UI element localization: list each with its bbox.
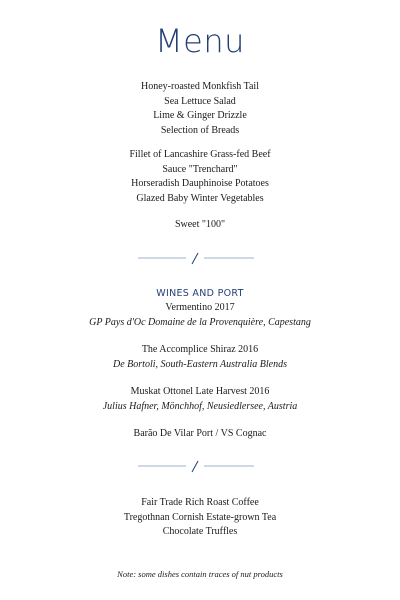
menu-item: Chocolate Truffles <box>162 526 238 537</box>
note-text: Note: some dishes contain traces of nut products <box>117 569 283 579</box>
wine-name: Barão De Vilar Port / VS Cognac <box>133 428 267 439</box>
wine-producer: De Bortoli, South-Eastern Australia Blends <box>113 358 287 370</box>
starter-course <box>0 80 400 138</box>
menu-item: Sauce "Trenchard" <box>162 163 238 175</box>
menu-item: Lime & Ginger Drizzle <box>153 110 247 121</box>
menu-item: Tregothnan Cornish Estate-grown Tea <box>123 511 277 523</box>
section-heading: WINES AND PORT <box>156 288 244 299</box>
wines-section <box>0 287 400 330</box>
page-title: Menu <box>155 22 245 60</box>
coffee-course <box>0 496 400 540</box>
wine-name: Muskat Ottonel Late Harvest 2016 <box>130 386 270 397</box>
allergy-note <box>0 567 400 582</box>
section-divider <box>0 250 400 266</box>
menu-item: Horseradish Dauphinoise Potatoes <box>131 178 269 189</box>
menu-item: Sea Lettuce Salad <box>164 95 236 107</box>
divider-ornament <box>0 458 400 474</box>
wine-item <box>0 343 400 372</box>
divider-ornament <box>0 250 400 266</box>
menu-item: Honey-roasted Monkfish Tail <box>141 81 259 92</box>
wine-name: The Accomplice Shiraz 2016 <box>141 344 259 355</box>
dessert-course <box>0 218 400 233</box>
menu-item: Fillet of Lancashire Grass-fed Beef <box>129 149 271 160</box>
wine-item <box>0 385 400 414</box>
menu-item: Glazed Baby Winter Vegetables <box>136 192 264 204</box>
main-course <box>0 148 400 206</box>
wine-name: Vermentino 2017 <box>165 302 235 313</box>
wine-producer: Julius Hafner, Mönchhof, Neusiedlersee, Austria <box>102 400 298 412</box>
menu-item: Selection of Breads <box>160 124 240 136</box>
menu-item: Fair Trade Rich Roast Coffee <box>141 497 259 508</box>
menu-item: Sweet "100" <box>174 219 226 230</box>
wine-item <box>0 427 400 442</box>
section-divider <box>0 458 400 474</box>
wine-producer: GP Pays d'Oc Domaine de la Provenquière, Capestang <box>89 316 311 328</box>
